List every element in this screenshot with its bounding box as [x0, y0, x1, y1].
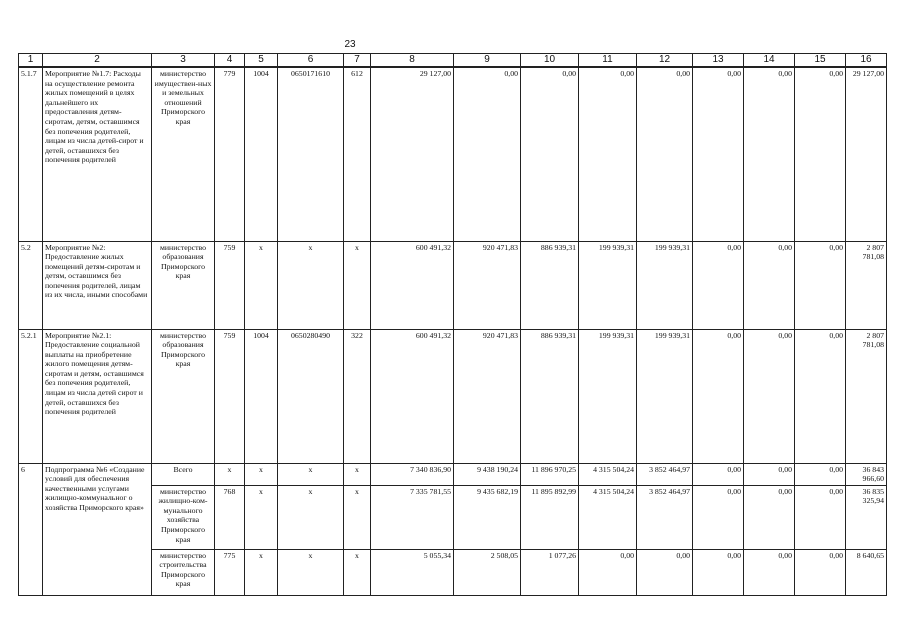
program-name: Подпрограмма №6 «Создание условий для обеспечения качественными услугами жилищно-коммунальног о хозяйства Приморского края» — [43, 463, 152, 595]
amount-cell: 9 435 682,19 — [454, 485, 521, 549]
amount-cell: 886 939,31 — [521, 241, 579, 329]
amount-cell: 0,00 — [637, 549, 693, 595]
measure-name: Мероприятие №1.7: Расходы на осуществление ремонта жилых помещений в целях дальнейшего их предоставления детям-сиротам, детям, оставшимся без попечения родителей, лицам из числа детей-сирот и детей, оставшихся без попечения родителей — [43, 67, 152, 241]
header-cell: 16 — [846, 54, 887, 68]
amount-cell: 199 939,31 — [637, 241, 693, 329]
amount-cell: 4 315 504,24 — [579, 485, 637, 549]
header-cell: 13 — [693, 54, 744, 68]
amount-cell: 9 438 190,24 — [454, 463, 521, 485]
total-cell: 36 843 966,60 — [846, 463, 887, 485]
total-cell: 8 640,65 — [846, 549, 887, 595]
amount-cell: 199 939,31 — [579, 241, 637, 329]
code-expense: x — [344, 241, 371, 329]
code-section: 1004 — [245, 329, 278, 463]
code-section: 1004 — [245, 67, 278, 241]
amount-cell: 0,00 — [579, 67, 637, 241]
table-row — [19, 463, 887, 485]
table-row — [19, 241, 887, 329]
budget-table — [18, 53, 887, 596]
amount-cell: 0,00 — [693, 549, 744, 595]
code-expense: x — [344, 549, 371, 595]
header-cell: 7 — [344, 54, 371, 68]
code-grbs: 779 — [215, 67, 245, 241]
code-expense: x — [344, 463, 371, 485]
header-cell: 4 — [215, 54, 245, 68]
amount-cell: 1 077,26 — [521, 549, 579, 595]
header-cell: 11 — [579, 54, 637, 68]
executor: министерство имуществен-ных и земельных отношений Приморского края — [152, 67, 215, 241]
row-number: 5.1.7 — [19, 67, 43, 241]
code-expense: 322 — [344, 329, 371, 463]
amount-cell: 0,00 — [744, 67, 795, 241]
amount-cell: 0,00 — [521, 67, 579, 241]
code-section: x — [245, 241, 278, 329]
total-cell: 2 807 781,08 — [846, 329, 887, 463]
amount-cell: 0,00 — [693, 241, 744, 329]
header-cell: 3 — [152, 54, 215, 68]
executor: Всего — [152, 463, 215, 485]
header-cell: 15 — [795, 54, 846, 68]
amount-cell: 4 315 504,24 — [579, 463, 637, 485]
page-number: 23 — [344, 39, 356, 50]
amount-cell: 0,00 — [795, 241, 846, 329]
amount-cell: 0,00 — [744, 329, 795, 463]
amount-cell: 0,00 — [795, 329, 846, 463]
code-section: x — [245, 463, 278, 485]
amount-cell: 0,00 — [693, 67, 744, 241]
amount-cell: 0,00 — [693, 329, 744, 463]
code-grbs: x — [215, 463, 245, 485]
executor: министерство строительства Приморского края — [152, 549, 215, 595]
executor: министерство образования Приморского края — [152, 329, 215, 463]
code-target: x — [278, 549, 344, 595]
header-cell: 14 — [744, 54, 795, 68]
amount-cell: 7 335 781,55 — [371, 485, 454, 549]
amount-cell: 0,00 — [744, 241, 795, 329]
measure-name: Мероприятие №2.1: Предоставление социальной выплаты на приобретение жилого помещения детям-сиротам и детям, оставшимся без попечения родителей, лицам из числа детей сирот и детей, оставшихся без попечения родителей — [43, 329, 152, 463]
code-grbs: 759 — [215, 241, 245, 329]
code-section: x — [245, 485, 278, 549]
header-cell: 8 — [371, 54, 454, 68]
amount-cell: 0,00 — [795, 485, 846, 549]
row-number: 5.2.1 — [19, 329, 43, 463]
code-target: 0650171610 — [278, 67, 344, 241]
code-section: x — [245, 549, 278, 595]
total-cell: 29 127,00 — [846, 67, 887, 241]
amount-cell: 11 896 970,25 — [521, 463, 579, 485]
row-number: 6 — [19, 463, 43, 595]
amount-cell: 0,00 — [454, 67, 521, 241]
code-grbs: 768 — [215, 485, 245, 549]
header-cell: 10 — [521, 54, 579, 68]
amount-cell: 0,00 — [637, 67, 693, 241]
code-grbs: 759 — [215, 329, 245, 463]
executor: министерство образования Приморского края — [152, 241, 215, 329]
amount-cell: 0,00 — [744, 463, 795, 485]
header-cell: 2 — [43, 54, 152, 68]
executor: министерство жилищно-ком-мунального хозяйства Приморского края — [152, 485, 215, 549]
amount-cell: 3 852 464,97 — [637, 485, 693, 549]
amount-cell: 0,00 — [744, 549, 795, 595]
header-row — [19, 54, 887, 68]
amount-cell: 600 491,32 — [371, 329, 454, 463]
amount-cell: 5 055,34 — [371, 549, 454, 595]
code-expense: 612 — [344, 67, 371, 241]
header-cell: 5 — [245, 54, 278, 68]
row-number: 5.2 — [19, 241, 43, 329]
amount-cell: 2 508,05 — [454, 549, 521, 595]
amount-cell: 29 127,00 — [371, 67, 454, 241]
amount-cell: 920 471,83 — [454, 329, 521, 463]
amount-cell: 7 340 836,90 — [371, 463, 454, 485]
amount-cell: 0,00 — [693, 485, 744, 549]
amount-cell: 199 939,31 — [579, 329, 637, 463]
amount-cell: 11 895 892,99 — [521, 485, 579, 549]
amount-cell: 600 491,32 — [371, 241, 454, 329]
code-target: x — [278, 485, 344, 549]
amount-cell: 3 852 464,97 — [637, 463, 693, 485]
total-cell: 36 835 325,94 — [846, 485, 887, 549]
amount-cell: 0,00 — [795, 463, 846, 485]
total-cell: 2 807 781,08 — [846, 241, 887, 329]
amount-cell: 0,00 — [795, 549, 846, 595]
code-target: x — [278, 241, 344, 329]
code-target: 0650280490 — [278, 329, 344, 463]
code-grbs: 775 — [215, 549, 245, 595]
table-row — [19, 67, 887, 241]
code-target: x — [278, 463, 344, 485]
amount-cell: 0,00 — [693, 463, 744, 485]
amount-cell: 0,00 — [795, 67, 846, 241]
measure-name: Мероприятие №2: Предоставление жилых помещений детям-сиротам и детям, оставшимся без попечения родителей, лицам из их числа, иными способами — [43, 241, 152, 329]
header-cell: 12 — [637, 54, 693, 68]
amount-cell: 0,00 — [579, 549, 637, 595]
header-cell: 9 — [454, 54, 521, 68]
header-cell: 1 — [19, 54, 43, 68]
header-cell: 6 — [278, 54, 344, 68]
amount-cell: 886 939,31 — [521, 329, 579, 463]
amount-cell: 199 939,31 — [637, 329, 693, 463]
table-row — [19, 329, 887, 463]
amount-cell: 920 471,83 — [454, 241, 521, 329]
code-expense: x — [344, 485, 371, 549]
amount-cell: 0,00 — [744, 485, 795, 549]
